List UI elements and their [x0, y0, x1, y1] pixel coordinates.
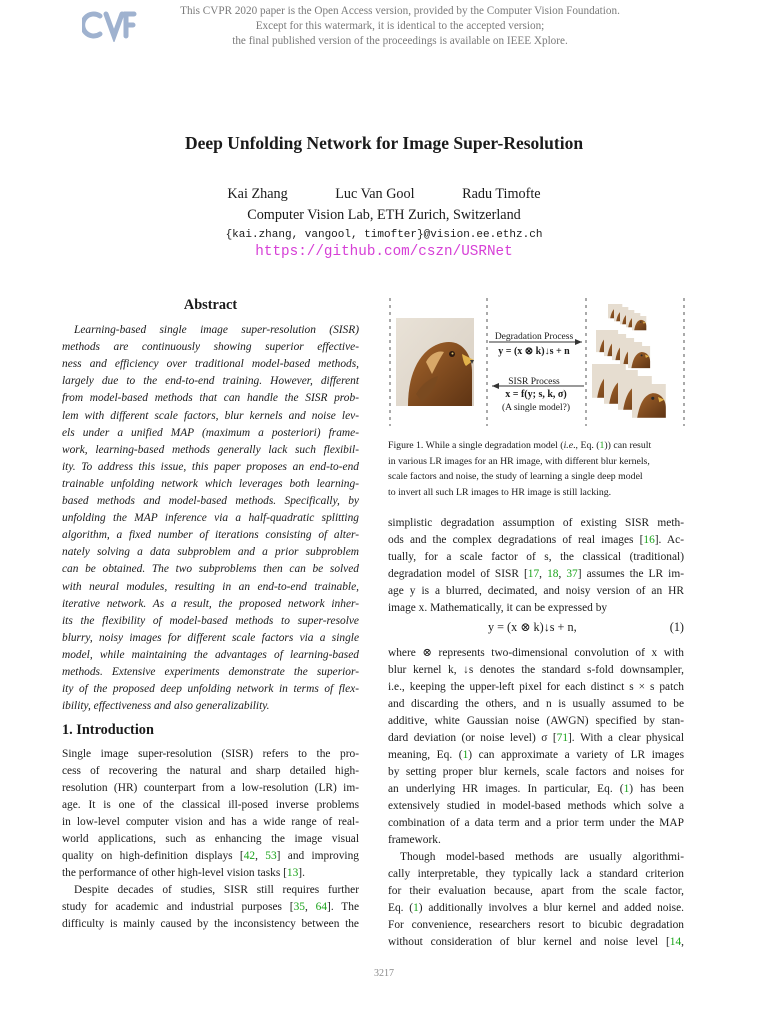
- equation-ref-link[interactable]: 1: [413, 902, 419, 914]
- equation-number: (1): [669, 620, 684, 634]
- body-line: age y is a blurred, decimated, and noisy version of an HR: [388, 585, 684, 597]
- equation-body: y = (x ⊗ k)↓s + n,: [488, 620, 577, 634]
- text-run: quality on high-definition displays [: [62, 850, 244, 862]
- abstract-line: trainable unfolding network which leverages both learning-: [62, 477, 359, 490]
- text-run: )) can result: [604, 440, 652, 451]
- abstract-line: blurry, noisy images for different scale factors via a single: [62, 631, 359, 644]
- text-run: ,: [558, 568, 567, 580]
- body-line: where ⊗ represents two-dimensional convolution of x with: [388, 647, 684, 659]
- text-run: meaning, Eq. (: [388, 749, 463, 761]
- text-run: ., Eq. (: [573, 440, 600, 451]
- abstract-heading: Abstract: [183, 297, 238, 313]
- citation-link[interactable]: 18: [547, 568, 559, 580]
- text-run: study for academic and industrial purposes [: [62, 901, 294, 913]
- abstract-line: iterative network. As a result, the proposed network inher-: [62, 597, 359, 610]
- citation-link[interactable]: 37: [566, 568, 578, 580]
- page-number: 3217: [374, 968, 394, 979]
- paper-title: Deep Unfolding Network for Image Super-Resolution: [184, 133, 584, 153]
- author-email: {kai.zhang, vangool, timofter}@vision.ee.ethz.ch: [225, 229, 543, 241]
- text-run: dard deviation (or noise level) σ [: [388, 732, 557, 744]
- author-name: Radu Timofte: [462, 186, 541, 202]
- abstract-line: work, learning-based methods generally lack such flexibil-: [62, 443, 359, 456]
- abstract-line: lem with different scale factors, blur kernels and noise lev-: [62, 409, 359, 422]
- body-line: [388, 900, 684, 917]
- affiliation: Computer Vision Lab, ETH Zurich, Switzerland: [247, 207, 521, 223]
- abstract-line: ibility, effectiveness and also generalizability.: [62, 700, 270, 713]
- body-line: [388, 566, 684, 583]
- citation-link[interactable]: 64: [315, 901, 328, 913]
- text-run: ) can approximate a variety of LR images: [468, 749, 685, 761]
- text-run: ] and improving: [276, 850, 359, 862]
- abstract-line: ness and efficiency over traditional model-based methods,: [62, 358, 359, 371]
- equation-ref-link[interactable]: 1: [462, 749, 469, 761]
- abstract-line: methods are continuously showing superior effective-: [62, 341, 359, 354]
- abstract-line: els under a unified MAP (maximum a posteriori) frame-: [62, 426, 359, 439]
- abstract-line: ity of the proposed deep unfolding network in terms of flex-: [62, 683, 359, 696]
- body-line: difficulty is mainly caused by the inconsistency between the: [62, 918, 359, 930]
- text-run: ) has been: [629, 783, 684, 795]
- body-line: simplistic degradation assumption of existing SISR meth-: [388, 517, 684, 529]
- body-line: [388, 730, 684, 747]
- equation-ref-link[interactable]: 1: [623, 783, 630, 795]
- body-line: [62, 865, 359, 882]
- body-line: [388, 934, 684, 951]
- watermark-line: the final published version of the proceedings is available on IEEE Xplore.: [232, 35, 568, 48]
- sisr-process-label: SISR Process: [508, 377, 560, 387]
- citation-link[interactable]: 35: [293, 901, 305, 913]
- lr-image-stack: [592, 364, 666, 418]
- body-line: i.e., keeping the upper-left pixel for each distinct s × s patch: [388, 681, 684, 693]
- body-line: age. It is one of the classical ill-posed inverse problems: [62, 799, 359, 811]
- text-run: ) additionally involves a blur kernel and added noise.: [418, 902, 684, 914]
- abstract-line: unfolding the MAP inference via a half-quadratic splitting: [62, 512, 359, 525]
- body-line: by setting proper blur kernels, scale factors and noises for: [388, 766, 684, 778]
- degradation-equation: y = (x ⊗ k)↓s + n: [498, 346, 570, 357]
- watermark-line: This CVPR 2020 paper is the Open Access version, provided by the Computer Vision Foundation.: [180, 5, 620, 17]
- body-line: [388, 747, 684, 764]
- citation-link[interactable]: 71: [556, 732, 569, 744]
- citation-link[interactable]: 16: [643, 534, 655, 546]
- author-name: Luc Van Gool: [335, 186, 415, 202]
- equation-ref-link[interactable]: 1: [599, 440, 605, 451]
- body-line: [388, 532, 684, 549]
- abstract-line: largely due to the end-to-end training. However, different: [62, 375, 359, 388]
- figure-1-diagram: [386, 298, 686, 426]
- text-run: the performance of other high-level vision tasks [: [62, 867, 287, 879]
- text-run: i.e: [563, 440, 574, 451]
- equation-1: [388, 620, 684, 638]
- text-run: ].: [298, 867, 305, 879]
- citation-link[interactable]: 17: [527, 568, 540, 580]
- body-line: [388, 781, 684, 798]
- text-run: ,: [255, 850, 266, 862]
- body-line: image x. Mathematically, it can be expressed by: [388, 602, 608, 614]
- body-line: framework.: [388, 834, 441, 846]
- body-line: blur kernel k, ↓s denotes the standard s-fold downsampler,: [388, 664, 684, 676]
- watermark: [160, 4, 640, 50]
- body-line: Despite decades of studies, SISR still requires further: [74, 884, 359, 896]
- sisr-equation: x = f(y; s, k, σ): [505, 389, 567, 400]
- abstract-line: model, while maintaining the advantages of learning-based: [62, 648, 359, 661]
- body-line: additive, white Gaussian noise (AWGN) specified by stan-: [388, 715, 684, 727]
- degradation-process-label: Degradation Process: [494, 332, 574, 342]
- abstract-line: nately solving a data subproblem and a prior subproblem: [62, 546, 359, 559]
- abstract-line: its the flexibility of model-based methods to super-resolve: [62, 614, 359, 627]
- body-line: and discarding the others, and n is usually assumed to be: [388, 698, 684, 710]
- abstract-line: can be obtained. The two subproblems then can be solved: [62, 563, 359, 576]
- abstract-line: Learning-based single image super-resolution (SISR): [74, 324, 359, 336]
- text-run: ,: [304, 901, 316, 913]
- abstract-line: based methods and model-based methods. Specifically, by: [62, 495, 359, 507]
- text-run: ] assumes the LR im-: [577, 568, 684, 580]
- text-run: degradation model of SISR [: [388, 568, 528, 580]
- body-line: extensively studied in model-based methods which solve a: [388, 800, 684, 812]
- text-run: ,: [539, 568, 548, 580]
- figure-1-caption: [388, 438, 684, 500]
- body-line: world applications, such as enhancing the image visual: [62, 833, 359, 845]
- abstract-line: from model-based methods that can handle the SISR prob-: [62, 392, 359, 405]
- body-line: tually, for a scale factor of s, the classical (traditional): [388, 551, 684, 563]
- author-list: [0, 186, 768, 203]
- section-heading-introduction: 1. Introduction: [62, 722, 154, 738]
- author-name: Kai Zhang: [227, 186, 288, 202]
- caption-line: in various LR images for an HR image, with different blur kernels,: [388, 455, 650, 467]
- citation-link[interactable]: 14: [669, 936, 682, 948]
- text-run: ods and the complex degradations of real images [: [388, 534, 644, 546]
- text-run: without consideration of blur kernel and noise level [: [388, 936, 670, 948]
- caption-line: scale factors and noise, the study of learning a single deep model: [388, 471, 643, 482]
- body-line: cally interpretable, they typically lack a standard criterion: [388, 868, 684, 880]
- citation-link[interactable]: 13: [286, 867, 299, 879]
- text-run: an underlying HR images. In particular, Eq. (: [388, 783, 624, 795]
- abstract-line: algorithm, a fixed number of iterations consisting of alter-: [62, 529, 359, 542]
- text-run: ,: [681, 936, 684, 948]
- body-line: Single image super-resolution (SISR) refers to the pro-: [62, 748, 359, 760]
- sisr-note: (A single model?): [501, 403, 571, 413]
- body-line: in low-level computer vision and has a wide range of real-: [62, 816, 359, 828]
- abstract-line: ity. To address this issue, this paper proposes an end-to-end: [62, 460, 359, 473]
- code-url-link[interactable]: https://github.com/cszn/USRNet: [255, 244, 513, 260]
- hr-image: [396, 318, 474, 406]
- text-run: ]. With a clear physical: [568, 732, 684, 744]
- text-run: ]. The: [327, 901, 360, 913]
- body-line: For convenience, researchers resort to bicubic degradation: [388, 919, 684, 931]
- text-run: Eq. (: [388, 902, 414, 914]
- body-line: Though model-based methods are usually algorithmi-: [400, 851, 684, 863]
- citation-link[interactable]: 53: [265, 850, 277, 862]
- text-run: Figure 1. While a single degradation model (: [388, 440, 564, 451]
- body-line: combination of a data term and a prior term under the MAP: [388, 817, 684, 829]
- abstract-line: with neural modules, resulting in an end-to-end trainable,: [62, 580, 359, 593]
- watermark-line: Except for this watermark, it is identical to the accepted version;: [255, 20, 545, 33]
- body-line: resolution (HR) counterpart from a low-resolution (LR) im-: [62, 782, 359, 794]
- lr-image-stack: [596, 330, 650, 368]
- body-line: cess of recovering the natural and sharp detailed high-: [62, 765, 359, 777]
- lr-image-stack: [608, 304, 646, 330]
- body-line: for their evaluation because, apart from the scale factor,: [388, 885, 684, 897]
- caption-line: to invert all such LR images to HR image is still lacking.: [388, 486, 612, 498]
- body-line: [62, 848, 359, 865]
- body-line: [62, 899, 359, 916]
- cvf-logo: [82, 8, 142, 42]
- citation-link[interactable]: 42: [243, 850, 256, 862]
- text-run: ]. Ac-: [654, 534, 684, 546]
- abstract-line: methods. Extensive experiments demonstrate the superior-: [62, 666, 359, 678]
